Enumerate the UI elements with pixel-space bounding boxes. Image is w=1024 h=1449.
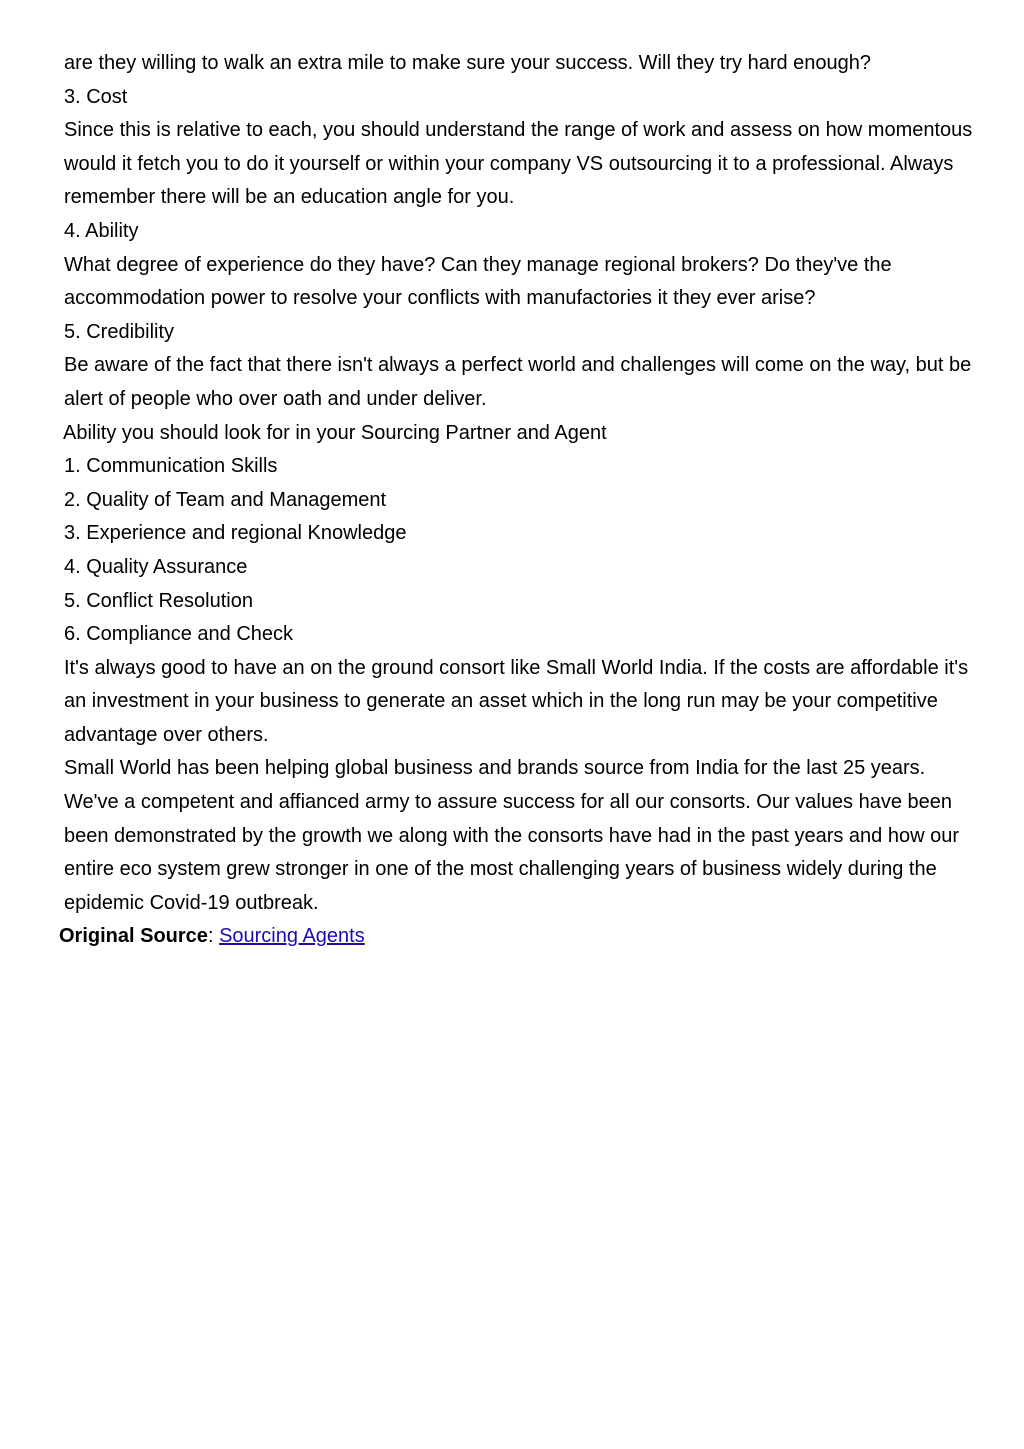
document-page [59,47,974,954]
list-item: 2. Quality of Team and Management [64,488,387,511]
list-item: 3. Experience and regional Knowledge [64,522,407,545]
list-item: 1. Communication Skills [64,455,278,478]
abilities-intro: Ability you should look for in your Sourcing Partner and Agent [63,421,607,444]
paragraph-small-world: Small World has been helping global business and brands source from India for the last 25 years. We've a competent and affianced army to assure success for all our consorts. Our values have been been demonstrated by the growth we along with the consorts have had in the past years and how our entire eco system grew stronger in one of the most challenging years of business widely during the epidemic Covid-19 outbreak. [64,757,959,914]
sourcing-agents-link[interactable]: Sourcing Agents [219,925,365,948]
heading-ability: 4. Ability [64,219,139,242]
list-item: 4. Quality Assurance [64,555,248,578]
list-item: 5. Conflict Resolution [64,589,253,612]
source-label: Original Source [59,925,208,948]
paragraph-cost: Since this is relative to each, you should understand the range of work and assess on how momentous would it fetch you to do it yourself or within your company VS outsourcing it to a professional. Always remember there will be an education angle for you. [64,119,973,209]
paragraph-credibility: Be aware of the fact that there isn't always a perfect world and challenges will come on the way, but be alert of people who over oath and under deliver. [64,354,972,410]
source-line [59,920,974,954]
paragraph-consort: It's always good to have an on the ground consort like Small World India. If the costs are affordable it's an investment in your business to generate an asset which in the long run may be your competitive advantage over others. [64,656,969,746]
heading-cost: 3. Cost [64,85,128,108]
list-item: 6. Compliance and Check [64,623,294,646]
source-separator: : [207,925,214,948]
paragraph-willingness: are they willing to walk an extra mile to make sure your success. Will they try hard enough? [64,52,872,74]
heading-credibility: 5. Credibility [64,320,175,343]
paragraph-ability: What degree of experience do they have? Can they manage regional brokers? Do they've the accommodation power to resolve your conflicts with manufactories it they ever arise? [64,253,892,310]
